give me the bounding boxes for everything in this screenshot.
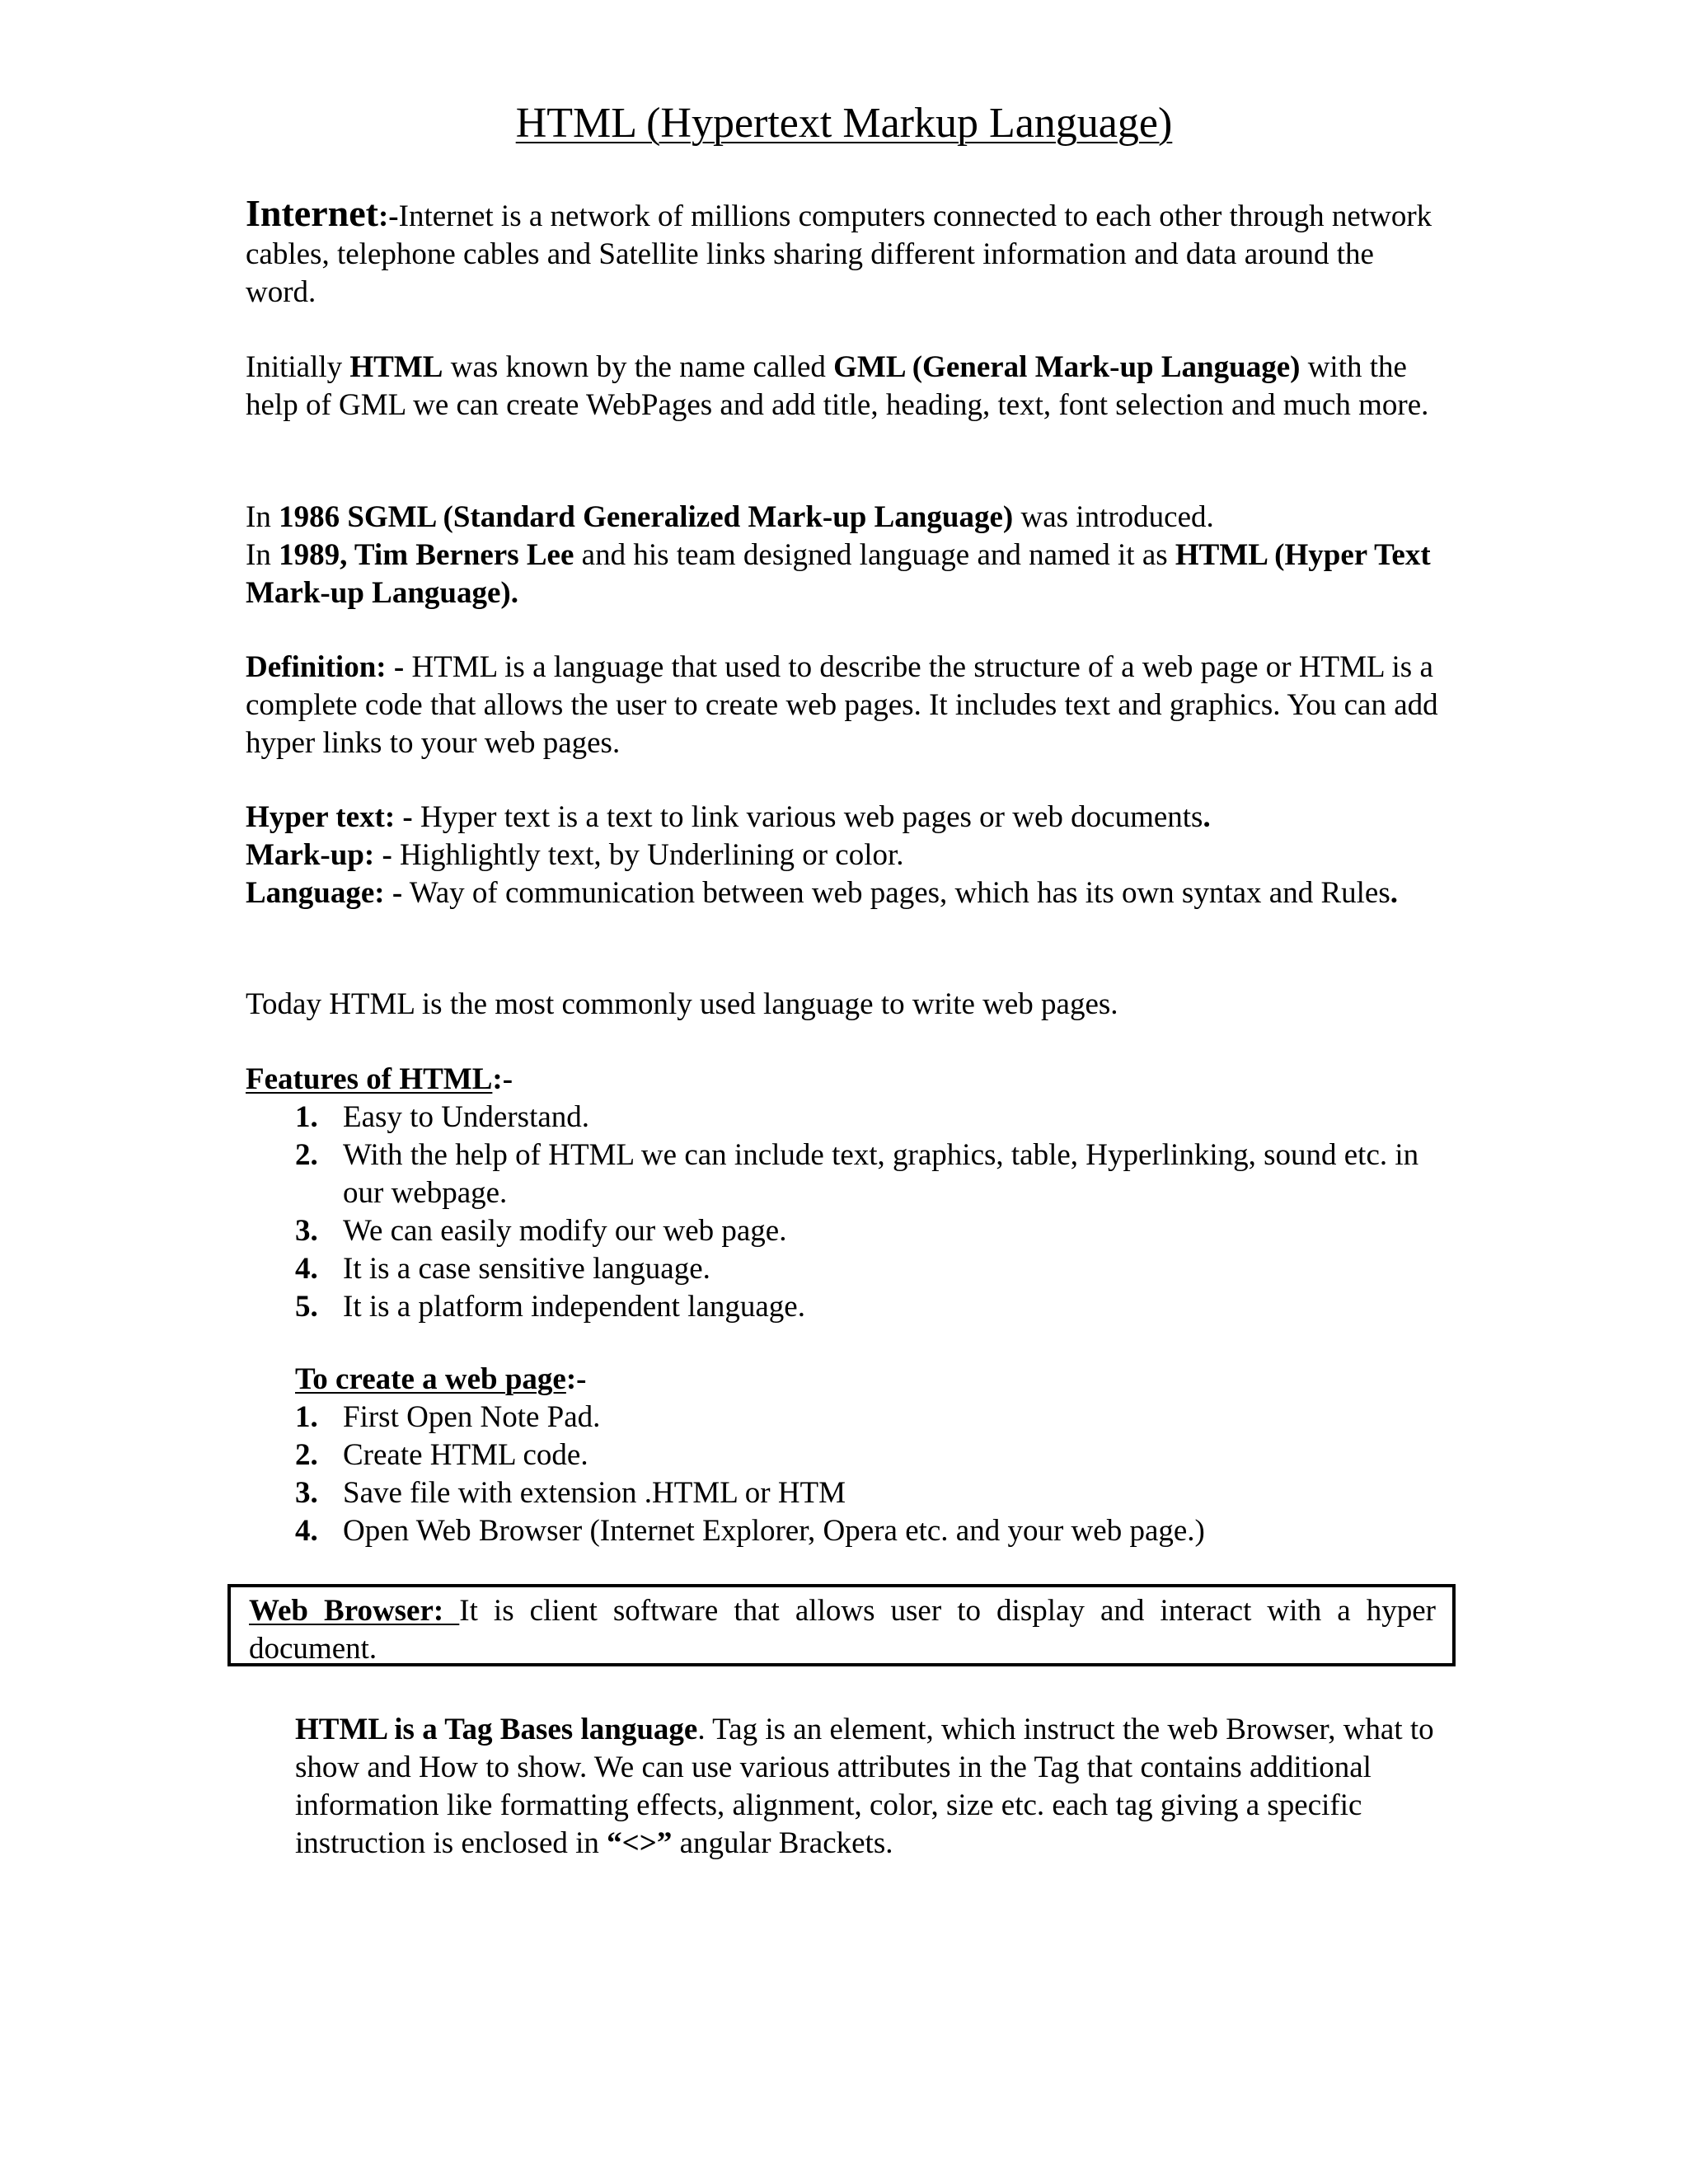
list-item-text: First Open Note Pad. <box>343 1400 601 1434</box>
internet-term: Internet <box>246 192 378 234</box>
list-item-number: 2. <box>295 1138 318 1172</box>
tag-term: HTML is a Tag Bases language <box>295 1713 698 1746</box>
history-text-2: was introduced. <box>1013 500 1214 534</box>
gml-text-3: with the help of GML we can create WebPages and add title, heading, text, font selection and much more. <box>246 350 1429 422</box>
gml-paragraph <box>246 349 1449 424</box>
features-heading: Features of HTML <box>246 1062 493 1096</box>
tag-end: angular Brackets. <box>672 1826 893 1860</box>
list-item-number: 4. <box>295 1252 318 1286</box>
list-item-text: Open Web Browser (Internet Explorer, Opera etc. and your web page.) <box>343 1514 1205 1548</box>
list-item <box>246 1512 1449 1550</box>
history-bold-tim: 1989, Tim Berners Lee <box>279 538 574 572</box>
internet-text: Internet is a network of millions computers connected to each other through network cables, telephone cables and Satellite links sharing different information and data around the word. <box>246 199 1432 309</box>
today-text: Today HTML is the most commonly used language to write web pages. <box>246 987 1118 1021</box>
language-end: . <box>1390 876 1398 910</box>
tag-text: . Tag is an element, which instruct the web Browser, what to show and How to show. We can use various attributes in the Tag that contains additional information like formatting effects, alignment, color, size etc. each tag giving a specific instruction is enclosed in <box>295 1713 1434 1860</box>
web-browser-text-2: document. <box>249 1632 377 1666</box>
hyper-text-definition: Hyper text is a text to link various web pages or web documents <box>412 800 1203 834</box>
create-section <box>246 1361 1449 1550</box>
gml-text-2: was known by the name called <box>443 350 834 384</box>
list-item <box>246 1399 1449 1436</box>
features-heading-sep: :- <box>492 1062 513 1096</box>
web-browser-line-1 <box>249 1592 1436 1630</box>
list-item-number: 5. <box>295 1290 318 1324</box>
gml-bold-html: HTML <box>349 350 443 384</box>
list-item-text: Easy to Understand. <box>343 1100 590 1134</box>
list-item-number: 1. <box>295 1100 318 1134</box>
hyper-text-end: . <box>1203 800 1211 834</box>
terms-paragraph <box>246 799 1449 912</box>
list-item <box>246 1099 1449 1137</box>
list-item-text: Save file with extension .HTML or HTM <box>343 1476 846 1510</box>
tag-brackets: “<>” <box>607 1826 673 1860</box>
list-item-number: 2. <box>295 1438 318 1472</box>
create-heading: To create a web page <box>295 1362 566 1396</box>
language-term: Language: - <box>246 876 403 910</box>
history-text-1: In <box>246 500 279 534</box>
hyper-text-term: Hyper text: - <box>246 800 413 834</box>
gml-bold-gml: GML (General Mark-up Language) <box>833 350 1301 384</box>
list-item-text: With the help of HTML we can include text, graphics, table, Hyperlinking, sound etc. in our webpage. <box>343 1138 1419 1210</box>
web-browser-term: Web Browser: <box>249 1594 460 1628</box>
markup-definition: Highlightly text, by Underlining or color. <box>392 838 904 872</box>
history-paragraph <box>246 499 1449 612</box>
list-item <box>246 1212 1449 1250</box>
gml-text-1: Initially <box>246 350 350 384</box>
definition-term: Definition: - <box>246 650 405 684</box>
create-heading-sep: :- <box>565 1362 587 1396</box>
definition-text: HTML is a language that used to describe the structure of a web page or HTML is a complete code that allows the user to create web pages. It includes text and graphics. You can add hyper links to your web pages. <box>246 650 1438 760</box>
features-section <box>246 1061 1449 1326</box>
history-bold-sgml: 1986 SGML (Standard Generalized Mark-up Language) <box>279 500 1014 534</box>
history-text-3: In <box>246 538 279 572</box>
features-list <box>246 1099 1449 1326</box>
list-item <box>246 1474 1449 1512</box>
web-browser-box <box>227 1584 1456 1666</box>
language-definition: Way of communication between web pages, which has its own syntax and Rules <box>402 876 1390 910</box>
markup-term: Mark-up: - <box>246 838 392 872</box>
list-item-number: 3. <box>295 1476 318 1510</box>
list-item-text: It is a case sensitive language. <box>343 1252 710 1286</box>
definition-paragraph <box>246 649 1449 762</box>
page-title: HTML (Hypertext Markup Language) <box>515 100 1173 147</box>
create-list <box>246 1399 1449 1550</box>
history-bold-html: HTML (Hyper Text Mark-up Language). <box>246 538 1431 610</box>
tag-paragraph <box>295 1711 1449 1863</box>
list-item-text: We can easily modify our web page. <box>343 1214 787 1248</box>
internet-separator: :- <box>377 199 399 233</box>
web-browser-text-1: It is client software that allows user to display and interact with a hyper <box>459 1594 1436 1628</box>
list-item-number: 3. <box>295 1214 318 1248</box>
today-paragraph <box>246 986 1449 1024</box>
list-item <box>246 1250 1449 1288</box>
history-text-4: and his team designed language and named it as <box>574 538 1175 572</box>
list-item-number: 4. <box>295 1514 318 1548</box>
internet-paragraph <box>246 194 1449 312</box>
list-item-text: Create HTML code. <box>343 1438 588 1472</box>
list-item <box>246 1288 1449 1326</box>
list-item <box>246 1137 1449 1212</box>
list-item <box>246 1436 1449 1474</box>
list-item-text: It is a platform independent language. <box>343 1290 805 1324</box>
list-item-number: 1. <box>295 1400 318 1434</box>
